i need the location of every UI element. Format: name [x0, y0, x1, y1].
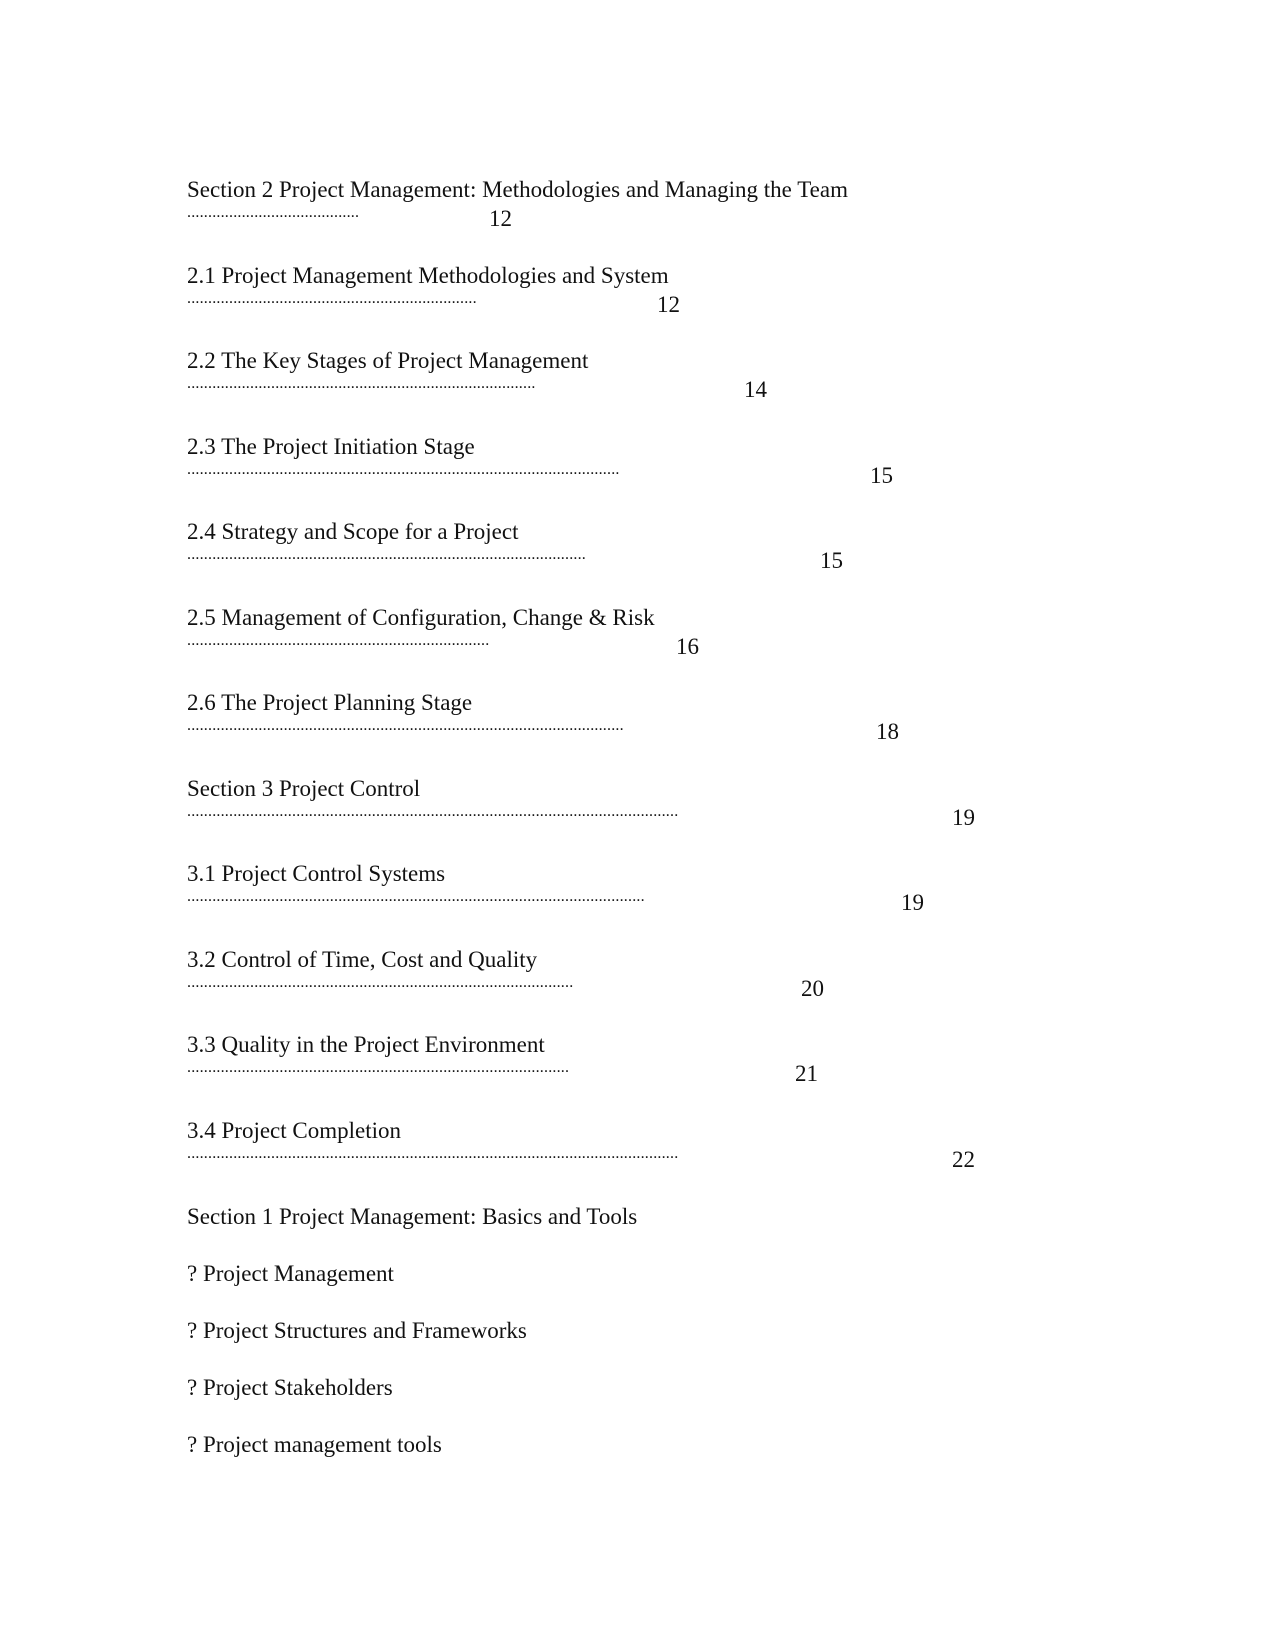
toc-entry-title: 3.3 Quality in the Project Environment: [187, 1032, 545, 1057]
toc-leader-dots: ...........................................................................................: [187, 1059, 570, 1076]
toc-page-number: 21: [795, 1061, 818, 1086]
toc-entry-title: Section 2 Project Management: Methodologies and Managing the Team: [187, 177, 848, 202]
toc-entry-title: 3.4 Project Completion: [187, 1117, 402, 1143]
list-item: ? Project Management: [187, 1261, 394, 1286]
toc-entry-2-5: [187, 604, 1087, 690]
toc-leader-dots: .............................................................................................................: [187, 888, 645, 905]
section-1-outline: [187, 1203, 1087, 1488]
toc-leader-row: [187, 632, 1087, 662]
toc-entry-2-4: [187, 518, 1087, 604]
section-1-heading: Section 1 Project Management: Basics and Tools: [187, 1204, 638, 1229]
toc-leader-dots: ...................................................................................: [187, 375, 536, 392]
toc-leader-dots: ........................................................................................................: [187, 717, 624, 734]
toc-leader-dots: ........................................................................: [187, 631, 490, 649]
toc-page-number: 14: [744, 377, 767, 402]
toc-leader-row: [187, 375, 1087, 405]
toc-leader-row: [187, 290, 1087, 320]
toc-leader-dots: ............................................................................................: [187, 973, 574, 991]
toc-leader-row: [187, 461, 1087, 491]
toc-leader-row: [187, 717, 1087, 747]
toc-page-number: 20: [801, 975, 824, 1001]
list-item: ? Project management tools: [187, 1432, 442, 1457]
toc-entry-2-6: [187, 689, 1087, 775]
toc-page-number: 15: [820, 548, 843, 573]
toc-entry-title: 2.4 Strategy and Scope for a Project: [187, 519, 519, 544]
list-item: ? Project Structures and Frameworks: [187, 1318, 527, 1343]
toc-leader-dots: .......................................................................................................: [187, 460, 620, 478]
toc-page-number: 16: [676, 633, 699, 659]
list-item: ? Project Stakeholders: [187, 1375, 393, 1400]
toc-leader-row: [187, 974, 1087, 1004]
toc-entry-section-3: [187, 775, 1087, 861]
toc-entry-3-3: [187, 1031, 1087, 1117]
toc-leader-dots: ...............................................................................................: [187, 546, 586, 563]
toc-entry-title: Section 3 Project Control: [187, 775, 421, 801]
toc-entry-title: 3.1 Project Control Systems: [187, 861, 446, 886]
toc-entry-title: 2.2 The Key Stages of Project Management: [187, 348, 589, 373]
toc-leader-row: [187, 1059, 1087, 1089]
toc-entry-title: 3.2 Control of Time, Cost and Quality: [187, 946, 538, 972]
toc-leader-row: [187, 1145, 1087, 1175]
toc-entry-title: 2.5 Management of Configuration, Change & Risk: [187, 604, 655, 630]
toc-leader-row: [187, 204, 1087, 234]
toc-entry-title: 2.3 The Project Initiation Stage: [187, 433, 475, 459]
toc-leader-row: [187, 888, 1087, 918]
toc-leader-dots: .....................................................................: [187, 289, 477, 307]
toc-page-number: 19: [901, 890, 924, 915]
toc-page-number: 15: [870, 462, 893, 488]
toc-entry-2-3: [187, 433, 1087, 519]
toc-entry-title: 2.1 Project Management Methodologies and System: [187, 262, 669, 288]
toc-page-number: 12: [489, 206, 512, 231]
toc-page-number: 12: [657, 291, 680, 317]
toc-entry-3-1: [187, 860, 1087, 946]
toc-page-number: 22: [952, 1146, 975, 1172]
toc-leader-dots: .....................................................................................................................: [187, 802, 679, 820]
toc-leader-dots: .........................................: [187, 204, 360, 221]
toc-leader-dots: .....................................................................................................................: [187, 1144, 679, 1162]
toc-page-number: 19: [952, 804, 975, 830]
toc-entry-title: 2.6 The Project Planning Stage: [187, 690, 473, 715]
toc-entry-2-2: [187, 347, 1087, 433]
toc-leader-row: [187, 803, 1087, 833]
toc-entry-2-1: [187, 262, 1087, 348]
toc-leader-row: [187, 546, 1087, 576]
table-of-contents: [187, 176, 1087, 1202]
toc-entry-3-4: [187, 1117, 1087, 1203]
toc-entry-3-2: [187, 946, 1087, 1032]
toc-page-number: 18: [876, 719, 899, 744]
toc-entry-section-2: [187, 176, 1087, 262]
